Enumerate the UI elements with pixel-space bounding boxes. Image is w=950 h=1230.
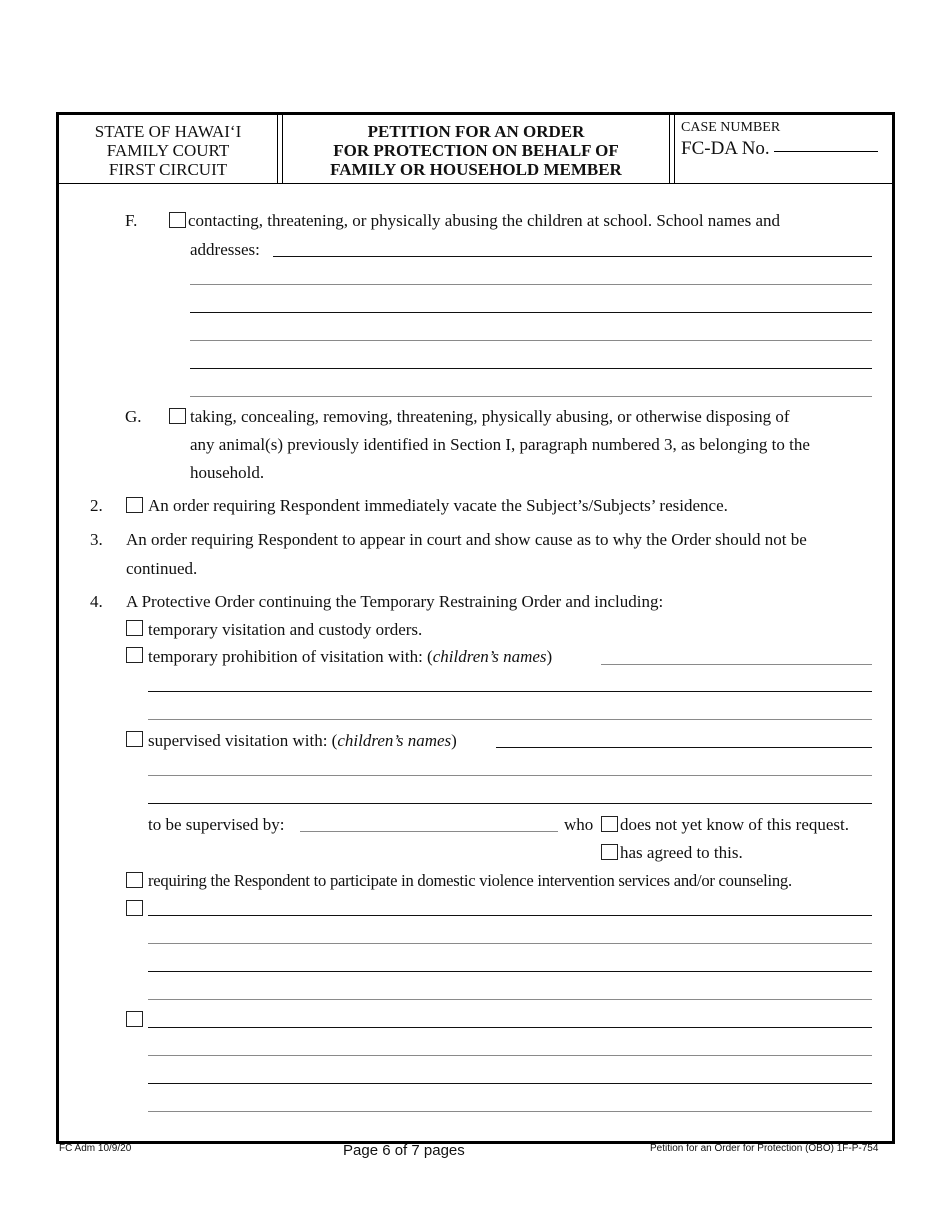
form-title-line1: PETITION FOR AN ORDER <box>367 122 585 141</box>
supervised-close-paren: ) <box>451 731 457 750</box>
item-4-intro: A Protective Order continuing the Temporary Restraining Order and including: <box>126 592 664 611</box>
case-number-label: CASE NUMBER <box>681 120 781 135</box>
supervised-children-hint: children’s names <box>337 731 452 750</box>
other-option-line[interactable] <box>148 1055 872 1056</box>
school-address-line[interactable] <box>190 284 872 285</box>
has-agreed-text: has agreed to this. <box>620 843 743 862</box>
other-option-line[interactable] <box>148 915 872 916</box>
supervised-by-label: to be supervised by: <box>148 815 285 834</box>
footer-form-title: Petition for an Order for Protection (OBO) 1F-P-754 <box>650 1143 879 1154</box>
custody-option-text: temporary visitation and custody orders. <box>148 620 423 639</box>
prohibition-close-paren: ) <box>546 647 553 666</box>
other-option-line[interactable] <box>148 999 872 1000</box>
court-block <box>59 115 278 183</box>
school-address-line[interactable] <box>190 396 872 397</box>
supervised-names-line[interactable] <box>148 775 872 776</box>
has-agreed-checkbox[interactable] <box>601 844 618 860</box>
school-address-line[interactable] <box>190 312 872 313</box>
who-label: who <box>564 815 594 834</box>
supervised-checkbox[interactable] <box>126 731 143 747</box>
custody-checkbox[interactable] <box>126 620 143 636</box>
court-family: FAMILY COURT <box>106 141 230 160</box>
prohibition-children-hint: children’s names <box>432 647 547 666</box>
supervisor-name-line[interactable] <box>300 831 558 832</box>
supervised-option-text <box>148 727 457 755</box>
prohibition-names-line[interactable] <box>148 691 872 692</box>
supervised-label: supervised visitation with: ( <box>148 731 338 750</box>
item-f-text-line2: addresses: <box>190 240 260 259</box>
court-state: STATE OF HAWAI‘I <box>94 122 242 141</box>
item-3-number: 3. <box>90 530 103 549</box>
prohibition-label: temporary prohibition of visitation with: ( <box>148 647 433 666</box>
not-yet-know-text: does not yet know of this request. <box>620 815 849 834</box>
case-number-prefix: FC-DA No. <box>681 138 770 159</box>
court-circuit: FIRST CIRCUIT <box>108 160 228 179</box>
other-option-line[interactable] <box>148 971 872 972</box>
form-title-line2: FOR PROTECTION ON BEHALF OF <box>333 141 619 160</box>
other-option-line[interactable] <box>148 1111 872 1112</box>
footer-page-number: Page 6 of 7 pages <box>343 1142 465 1159</box>
supervised-names-line[interactable] <box>148 803 872 804</box>
other-option-line[interactable] <box>148 1027 872 1028</box>
prohibition-names-line[interactable] <box>601 664 872 665</box>
prohibition-option-text <box>148 643 552 671</box>
footer-form-id: FC Adm 10/9/20 <box>59 1143 132 1154</box>
prohibition-names-line[interactable] <box>148 719 872 720</box>
case-number-field[interactable] <box>774 151 878 152</box>
item-f-letter: F. <box>125 211 138 230</box>
prohibition-checkbox[interactable] <box>126 647 143 663</box>
school-address-line[interactable] <box>190 340 872 341</box>
supervised-names-line[interactable] <box>496 747 872 748</box>
item-g-text-line3: household. <box>190 463 265 482</box>
form-title-block <box>282 115 670 183</box>
counseling-checkbox[interactable] <box>126 872 143 888</box>
other-option-checkbox[interactable] <box>126 900 143 916</box>
item-f-checkbox[interactable] <box>169 212 186 228</box>
item-2-checkbox[interactable] <box>126 497 143 513</box>
item-2-text: An order requiring Respondent immediately vacate the Subject’s/Subjects’ residence. <box>148 496 728 515</box>
form-header <box>59 115 892 184</box>
other-option-checkbox[interactable] <box>126 1011 143 1027</box>
other-option-line[interactable] <box>148 943 872 944</box>
item-3-text-line2: continued. <box>126 559 198 578</box>
item-g-text-line2: any animal(s) previously identified in Section I, paragraph numbered 3, as belonging to the <box>190 435 810 454</box>
counseling-option-text: requiring the Respondent to participate in domestic violence intervention services and/or counseling. <box>148 871 792 890</box>
school-address-line[interactable] <box>273 256 872 257</box>
item-f-text-line1: contacting, threatening, or physically abusing the children at school. School names and <box>188 211 781 230</box>
school-address-line[interactable] <box>190 368 872 369</box>
case-number-block <box>674 115 892 183</box>
item-g-checkbox[interactable] <box>169 408 186 424</box>
item-4-number: 4. <box>90 592 103 611</box>
form-title-line3: FAMILY OR HOUSEHOLD MEMBER <box>330 160 622 179</box>
item-g-text-line1: taking, concealing, removing, threatening, physically abusing, or otherwise disposing of <box>190 407 790 426</box>
item-3-text-line1: An order requiring Respondent to appear in court and show cause as to why the Order should not be <box>126 530 807 549</box>
item-g-letter: G. <box>125 407 142 426</box>
not-yet-know-checkbox[interactable] <box>601 816 618 832</box>
item-2-number: 2. <box>90 496 103 515</box>
other-option-line[interactable] <box>148 1083 872 1084</box>
